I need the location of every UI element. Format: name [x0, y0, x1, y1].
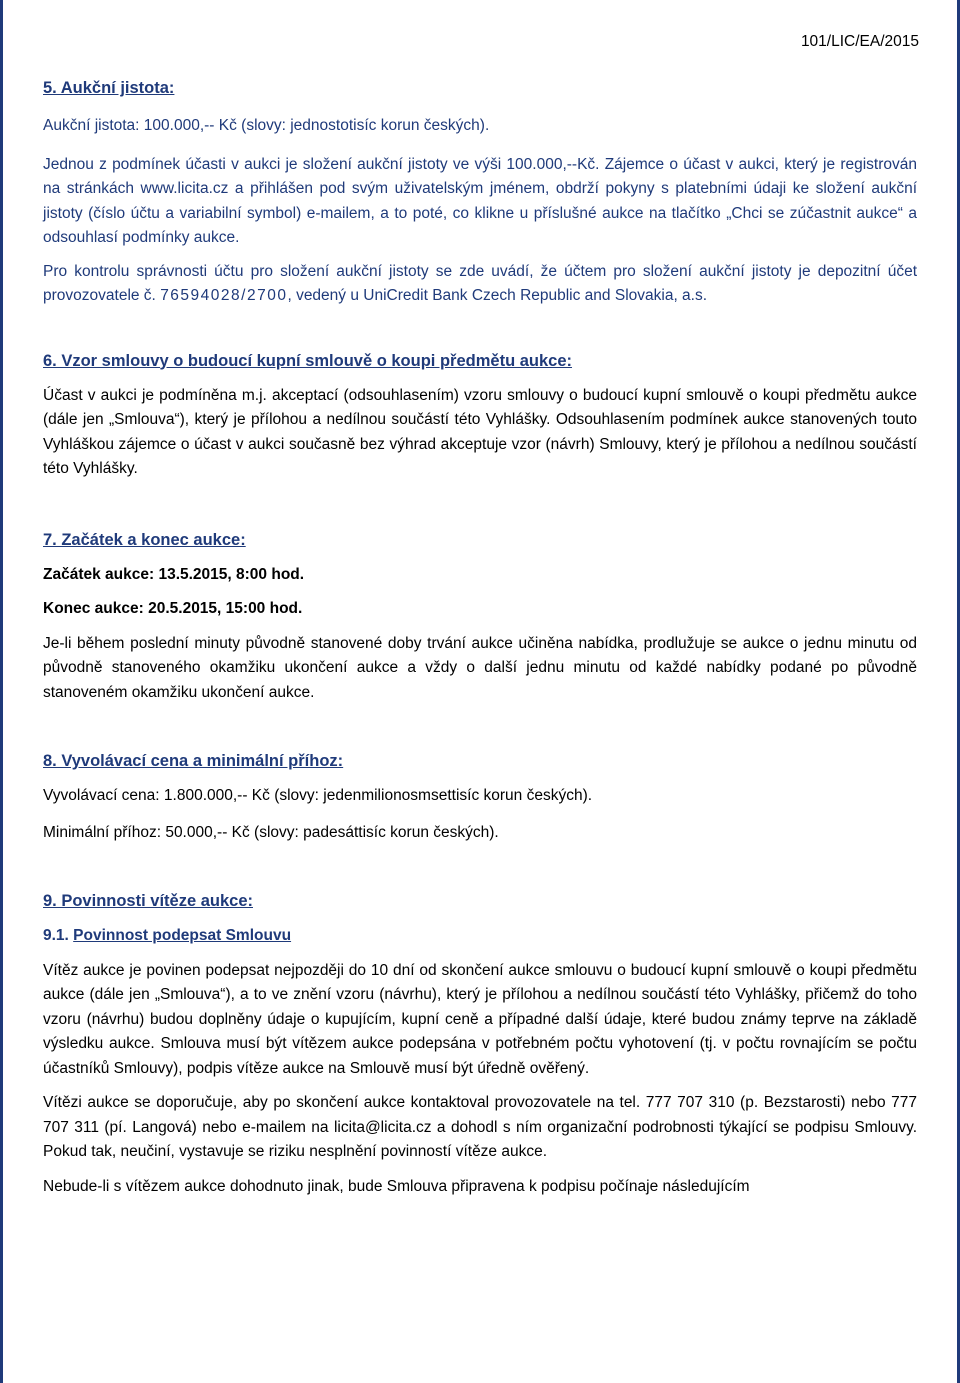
- minimum-increment: Minimální příhoz: 50.000,-- Kč (slovy: padesáttisíc korun českých).: [43, 823, 499, 841]
- section-5-amount: Aukční jistota: 100.000,-- Kč (slovy: jednostotisíc korun českých).: [43, 117, 490, 134]
- section-5-paragraph-1: Jednou z podmínek účasti v aukci je složení aukční jistoty ve výši 100.000,--Kč. Zájemce o účast v aukci, který je registrován na stránkách www.licita.cz a přihlášen pod svým uživatelským jménem, obdrží pokyny s platebními údaji ke složení aukční jistoty (číslo účtu a variabilní symbol) e-mailem, a to poté, co klikne u příslušné aukce na tlačítko „Chci se zúčastnit aukce“ a odsouhlasí podmínky aukce.: [43, 155, 917, 246]
- section-9-paragraph-2: Vítězi aukce se doporučuje, aby po skončení aukce kontaktoval provozovatele na tel. 777 707 310 (p. Bezstarosti) nebo 777 707 311 (pí. Langová) nebo e-mailem na licita@licita.cz a dohodl s ním organizační podrobnosti týkající se podpisu Smlouvy. Pokud tak, neučiní, vystavuje se riziku nesplnění povinností vítěze aukce.: [43, 1094, 917, 1160]
- subsection-9-1-number: 9.1.: [43, 927, 69, 944]
- section-6: [43, 349, 917, 482]
- section-7-heading: 7. Začátek a konec aukce:: [43, 530, 246, 549]
- section-9-paragraph-3: Nebude-li s vítězem aukce dohodnuto jinak, bude Smlouva připravena k podpisu počínaje následujícím: [43, 1177, 750, 1195]
- section-6-heading: 6. Vzor smlouvy o budoucí kupní smlouvě o koupi předmětu aukce:: [43, 351, 573, 370]
- subsection-9-1-heading: [43, 924, 917, 949]
- section-5: [43, 76, 917, 309]
- subsection-9-1-title: Povinnost podepsat Smlouvu: [73, 927, 292, 944]
- document-body: [43, 76, 917, 1199]
- section-9-heading: 9. Povinnosti vítěze aukce:: [43, 892, 253, 910]
- section-5-paragraph-2-end: , vedený u UniCredit Bank Czech Republic and Slovakia, a.s.: [287, 287, 708, 304]
- starting-price: Vyvolávací cena: 1.800.000,-- Kč (slovy: jedenmilionosmsettisíc korun českých).: [43, 787, 593, 804]
- document-reference: 101/LIC/EA/2015: [800, 33, 919, 50]
- section-7-paragraph-1: Je-li během poslední minuty původně stanovené doby trvání aukce učiněna nabídka, prodlužuje se aukce o jednu minutu od původně stanoveného okamžiku ukončení aukce a vždy o další jednu minutu od každé nabídky podané po původně stanoveném okamžiku ukončení aukce.: [43, 634, 917, 701]
- auction-end: Konec aukce: 20.5.2015, 15:00 hod.: [43, 600, 303, 617]
- section-8-heading: 8. Vyvolávací cena a minimální příhoz:: [43, 752, 344, 770]
- section-6-paragraph-1: Účast v aukci je podmíněna m.j. akceptací (odsouhlasením) vzoru smlouvy o budoucí kupní smlouvě o koupi předmětu aukce (dále jen „Smlouva“), který je přílohou a nedílnou součástí této Vyhlášky. Odsouhlasením podmínek aukce stanovených touto Vyhláškou zájemce o účast v aukci současně bez výhrad akceptuje vzor (návrh) Smlouvy, který je přílohou a nedílnou součástí této Vyhlášky.: [43, 386, 917, 477]
- account-number: 76594028/2700: [160, 287, 288, 304]
- section-9: [43, 889, 917, 1199]
- auction-start: Začátek aukce: 13.5.2015, 8:00 hod.: [43, 565, 305, 583]
- section-8: [43, 749, 917, 845]
- section-5-paragraph-2-start: Pro kontrolu správnosti účtu pro složení aukční jistoty se zde uvádí, že účtem pro složení aukční jistoty je depozitní účet provozovatele č.: [43, 262, 917, 304]
- section-5-heading: 5. Aukční jistota:: [43, 79, 175, 97]
- section-7: [43, 528, 917, 706]
- section-5-paragraph-2: [43, 260, 917, 309]
- section-9-paragraph-1: Vítěz aukce je povinen podepsat nejpozději do 10 dní od skončení aukce smlouvu o budoucí kupní smlouvě o koupi předmětu aukce (dále jen „Smlouva“), a to ve znění vzoru (návrhu), který je přílohou a nedílnou součástí této Vyhlášky, přičemž do toho vzoru (návrhu) budou doplněny údaje o kupujícím, kupní ceně a případné další údaje, které budou známy teprve na základě výsledku aukce. Smlouva musí být vítězem aukce podepsána v potřebném počtu vyhotovení (tj. v počtu rovnajícím se počtu účastníků Smlouvy), podpis vítěze aukce na Smlouvě musí být úředně ověřený.: [43, 961, 917, 1077]
